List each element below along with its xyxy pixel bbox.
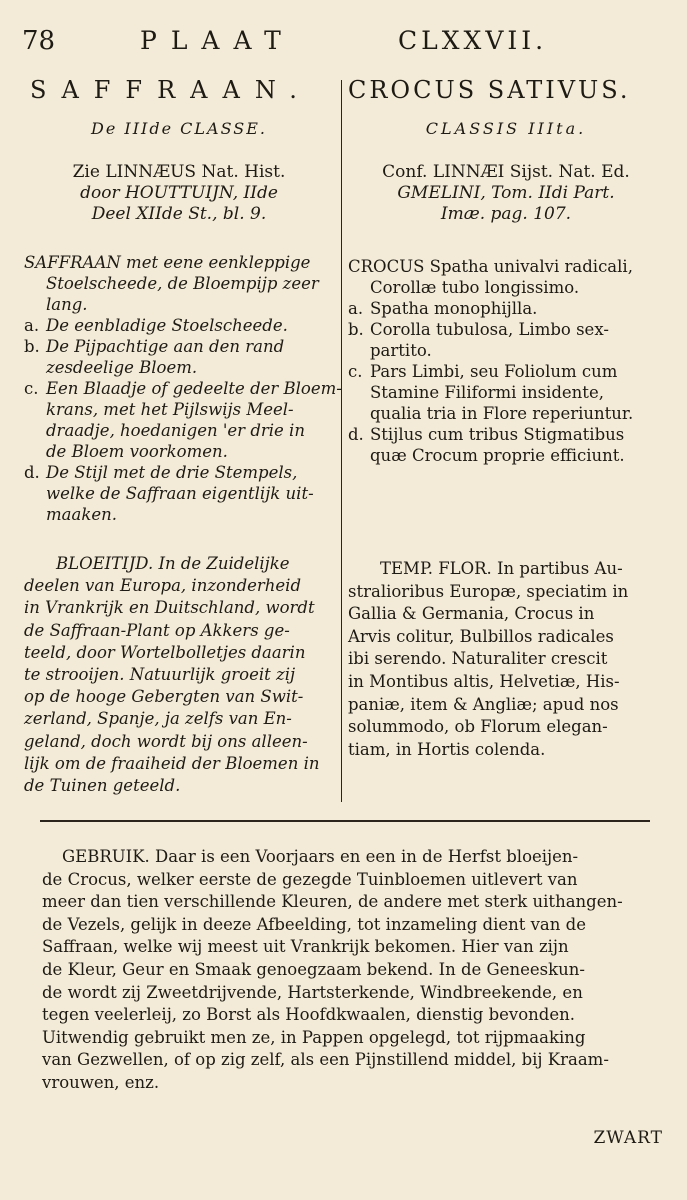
part-item-d <box>24 462 334 525</box>
usage-line: GEBRUIK. Daar is een Voorjaars en een in de Herfst bloeijen- <box>62 847 579 866</box>
class-left: De IIIde CLASSE. <box>91 119 267 138</box>
part-letter: c. <box>24 379 39 398</box>
section-rule <box>40 820 650 822</box>
usage-paragraph <box>42 846 662 1095</box>
flowering-line: geland, doch wordt bij ons alleen- <box>24 731 308 751</box>
flowering-line: zerland, Spanje, ja zelfs van En- <box>24 709 292 729</box>
part-letter: b. <box>24 337 40 356</box>
dutch-title: SAFFRAAN. <box>30 76 312 104</box>
flowering-line: teeld, door Wortelbolletjes daarin <box>24 642 306 662</box>
flowering-line: de Tuinen geteeld. <box>24 776 181 796</box>
part-line: Stamine Filiformi insidente, <box>370 383 604 402</box>
part-item-a <box>24 315 334 336</box>
reference-line: GMELINI, Tom. IIdi Part. <box>397 183 615 203</box>
part-line: Een Blaadje of gedeelte der Bloem- <box>46 379 342 398</box>
part-line: welke de Saffraan eigentlijk uit- <box>46 484 314 503</box>
part-item-d <box>348 424 664 466</box>
part-letter: a. <box>24 316 40 335</box>
class-right: CLASSIS IIIta. <box>425 119 587 138</box>
flowering-line: paniæ, item & Angliæ; apud nos <box>348 694 619 714</box>
reference-line: Conf. LINNÆI Sijst. Nat. Ed. <box>382 162 630 182</box>
flowering-line: ibi serendo. Naturaliter crescit <box>348 649 608 669</box>
usage-line: meer dan tien verschillende Kleuren, de andere met sterk uithangen- <box>42 892 623 912</box>
part-line: de Bloem voorkomen. <box>46 442 228 461</box>
description-latin <box>348 256 664 466</box>
flowering-line: tiam, in Hortis colenda. <box>348 739 546 759</box>
part-letter: d. <box>24 463 40 482</box>
flowering-line: in Vrankrijk en Duitschland, wordt <box>24 598 315 618</box>
part-line: qualia tria in Flore reperiuntur. <box>370 404 634 423</box>
flowering-line: TEMP. FLOR. In partibus Au- <box>380 559 623 578</box>
part-letter: c. <box>348 362 363 381</box>
usage-line: de Vezels, gelijk in deeze Afbeelding, tot inzameling dient van de <box>42 914 586 934</box>
part-item-b <box>348 319 664 361</box>
part-line: partito. <box>370 341 432 360</box>
usage-line: de Crocus, welker eerste de gezegde Tuinbloemen uitlevert van <box>42 869 578 889</box>
description-line: CROCUS Spatha univalvi radicali, <box>348 257 633 276</box>
flowering-latin <box>348 558 664 761</box>
description-dutch <box>24 252 342 525</box>
part-line: De Pijpachtige aan den rand <box>46 337 285 356</box>
usage-line: tegen veelerleij, zo Borst als Hoofdkwaalen, dienstig bevonden. <box>42 1005 575 1025</box>
usage-line: van Gezwellen, of op zig zelf, als een Pijnstillend middel, bij Kraam- <box>42 1050 609 1070</box>
part-item-c <box>24 378 342 462</box>
page-number: 78 <box>22 26 56 56</box>
flowering-line: in Montibus altis, Helvetiæ, His- <box>348 671 620 691</box>
usage-line: de Kleur, Geur en Smaak genoegzaam bekend. In de Geneeskun- <box>42 959 585 979</box>
usage-line: vrouwen, enz. <box>42 1072 160 1092</box>
reference-line: Zie LINNÆUS Nat. Hist. <box>72 162 286 182</box>
flowering-line: op de hooge Gebergten van Swit- <box>24 687 304 707</box>
part-line: krans, met het Pijlswijs Meel- <box>46 400 294 419</box>
reference-left <box>24 162 334 225</box>
flowering-line: solummodo, ob Florum elegan- <box>348 717 608 737</box>
part-item-b <box>24 336 334 378</box>
column-divider <box>341 80 342 802</box>
flowering-line: BLOEITIJD. In de Zuidelijke <box>56 554 290 573</box>
description-line: lang. <box>46 295 88 314</box>
catchword: ZWART <box>593 1128 663 1148</box>
flowering-line: lijk om de fraaiheid der Bloemen in <box>24 753 320 773</box>
flowering-dutch <box>24 553 334 797</box>
part-line: De Stijl met de drie Stempels, <box>46 463 298 482</box>
part-item-c <box>348 361 664 424</box>
part-line: Spatha monophijlla. <box>370 299 538 318</box>
part-line: Corolla tubulosa, Limbo sex- <box>370 320 609 339</box>
flowering-line: Arvis colitur, Bulbillos radicales <box>348 626 614 646</box>
flowering-line: te strooijen. Natuurlijk groeit zij <box>24 665 296 685</box>
usage-line: Saffraan, welke wij meest uit Vrankrijk bekomen. Hier van zijn <box>42 937 569 957</box>
part-line: zesdeelige Bloem. <box>46 358 198 377</box>
reference-right <box>348 162 664 225</box>
flowering-line: de Saffraan-Plant op Akkers ge- <box>24 620 290 640</box>
flowering-line: deelen van Europa, inzonderheid <box>24 576 302 596</box>
plate-label: PLAAT <box>140 26 295 55</box>
part-line: draadje, hoedanigen 'er drie in <box>46 421 305 440</box>
usage-line: de wordt zij Zweetdrijvende, Hartsterkende, Windbreekende, en <box>42 982 583 1002</box>
flowering-line: Gallia & Germania, Crocus in <box>348 604 595 624</box>
usage-line: Uitwendig gebruikt men ze, in Pappen opgelegd, tot rijpmaaking <box>42 1027 586 1047</box>
reference-line: door HOUTTUIJN, IIde <box>80 183 278 203</box>
part-line: Pars Limbi, seu Foliolum cum <box>370 362 618 381</box>
flowering-line: stralioribus Europæ, speciatim in <box>348 581 629 601</box>
plate-number: CLXXVII. <box>398 26 548 55</box>
description-line: Stoelscheede, de Bloempijp zeer <box>46 274 319 293</box>
description-line: Corollæ tubo longissimo. <box>370 278 580 297</box>
part-letter: d. <box>348 425 364 444</box>
part-line: De eenbladige Stoelscheede. <box>46 316 288 335</box>
part-line: Stijlus cum tribus Stigmatibus <box>370 425 625 444</box>
part-line: maaken. <box>46 505 117 524</box>
description-line: SAFFRAAN met eene eenkleppige <box>24 253 311 272</box>
part-line: quæ Crocum proprie efficiunt. <box>370 446 625 465</box>
reference-line: Imæ. pag. 107. <box>440 204 572 224</box>
part-item-a <box>348 298 664 319</box>
latin-title: CROCUS SATIVUS. <box>348 76 631 104</box>
reference-line: Deel XIIde St., bl. 9. <box>91 204 267 224</box>
part-letter: a. <box>348 299 364 318</box>
part-letter: b. <box>348 320 364 339</box>
